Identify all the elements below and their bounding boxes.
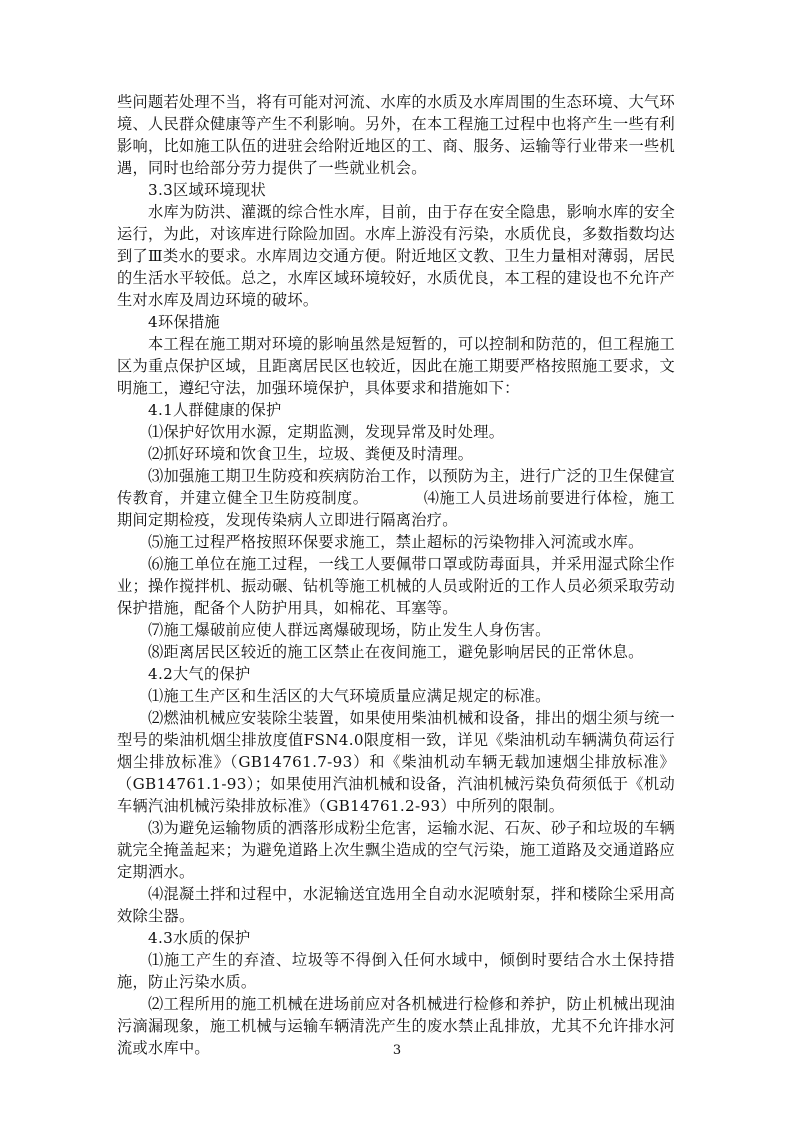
document-body: [117, 91, 675, 1059]
paragraph-continuation: 些问题若处理不当，将有可能对河流、水库的水质及水库周围的生态环境、大气环境、人民群众健康等产生不利影响。另外，在本工程施工过程中也将产生一些有利影响，比如施工队伍的进驻会给附近地区的工、商、服务、运输等行业带来一些机遇，同时也给部分劳力提供了一些就业机会。: [117, 93, 675, 177]
list-item: ⑹施工单位在施工过程，一线工人要佩带口罩或防毒面具，并采用湿式除尘作业；操作搅拌机、振动碾、钻机等施工机械的人员或附近的工作人员必须采取劳动保护措施，配备个人防护用具，如棉花、耳塞等。: [117, 555, 675, 617]
list-item: ⑺施工爆破前应使人群远离爆破现场，防止发生人身伤害。: [148, 621, 551, 639]
list-item: ⑻距离居民区较近的施工区禁止在夜间施工，避免影响居民的正常休息。: [148, 643, 644, 661]
list-item: ⑴保护好饮用水源，定期监测，发现异常及时处理。: [148, 423, 505, 441]
list-item: ⑵工程所用的施工机械在进场前应对各机械进行检修和养护，防止机械出现油污滴漏现象，施工机械与运输车辆清洗产生的废水禁止乱排放，尤其不允许排水河流或水库中。: [117, 995, 675, 1057]
list-item: ⑶为避免运输物质的洒落形成粉尘危害，运输水泥、石灰、砂子和垃圾的车辆就完全掩盖起来；为避免道路上次生飘尘造成的空气污染，施工道路及交通道路应定期洒水。: [117, 819, 675, 881]
list-item: ⑶加强施工期卫生防疫和疾病防治工作，以预防为主，进行广泛的卫生保健宣传教育，并建立健全卫生防疫制度。 ⑷施工人员进场前要进行体检，施工期间定期检疫，发现传染病人立即进行隔离治疗。: [117, 467, 675, 529]
list-item: ⑷混凝土拌和过程中，水泥输送宜选用全自动水泥喷射泵，拌和楼除尘采用高效除尘器。: [117, 885, 675, 925]
list-item: ⑴施工产生的弃渣、垃圾等不得倒入任何水域中，倾倒时要结合水土保持措施，防止污染水质。: [117, 951, 675, 991]
list-item: ⑵燃油机械应安装除尘装置，如果使用柴油机械和设备，排出的烟尘须与统一型号的柴油机烟尘排放度值FSN4.0限度相一致，详见《柴油机动车辆满负荷运行烟尘排放标准》（GB14761.7-93）和《柴油机动车辆无载加速烟尘排放标准》（GB14761.1-93）；如果使用汽油机械和设备，汽油机械污染负荷须低于《机动车辆汽油机械污染排放标准》（GB14761.2-93）中所列的限制。: [117, 709, 675, 815]
section-heading-4-1: 4.1人群健康的保护: [148, 401, 282, 419]
list-item: ⑴施工生产区和生活区的大气环境质量应满足规定的标准。: [148, 687, 551, 705]
paragraph-regional-status: 水库为防洪、灌溉的综合性水库，目前，由于存在安全隐患，影响水库的安全运行，为此，对该库进行除险加固。水库上游没有污染，水质优良，多数指数均达到了Ⅲ类水的要求。水库周边交通方便。附近地区文教、卫生力量相对薄弱，居民的生活水平较低。总之，水库区域环境较好，水质优良，本工程的建设也不允许产生对水库及周边环境的破坏。: [117, 203, 675, 309]
section-heading-3-3: 3.3区域环境现状: [148, 181, 266, 199]
list-item: ⑸施工过程严格按照环保要求施工，禁止超标的污染物排入河流或水库。: [148, 533, 644, 551]
page-number: 3: [392, 1043, 402, 1058]
list-item: ⑵抓好环境和饮食卫生，垃圾、粪便及时清理。: [148, 445, 474, 463]
section-heading-4: 4环保措施: [148, 313, 220, 331]
paragraph-measures-intro: 本工程在施工期对环境的影响虽然是短暂的，可以控制和防范的，但工程施工区为重点保护区域，且距离居民区也较近，因此在施工期要严格按照施工要求，文明施工，遵纪守法，加强环境保护，具体要求和措施如下：: [117, 335, 675, 397]
section-heading-4-2: 4.2大气的保护: [148, 665, 251, 683]
section-heading-4-3: 4.3水质的保护: [148, 929, 251, 947]
